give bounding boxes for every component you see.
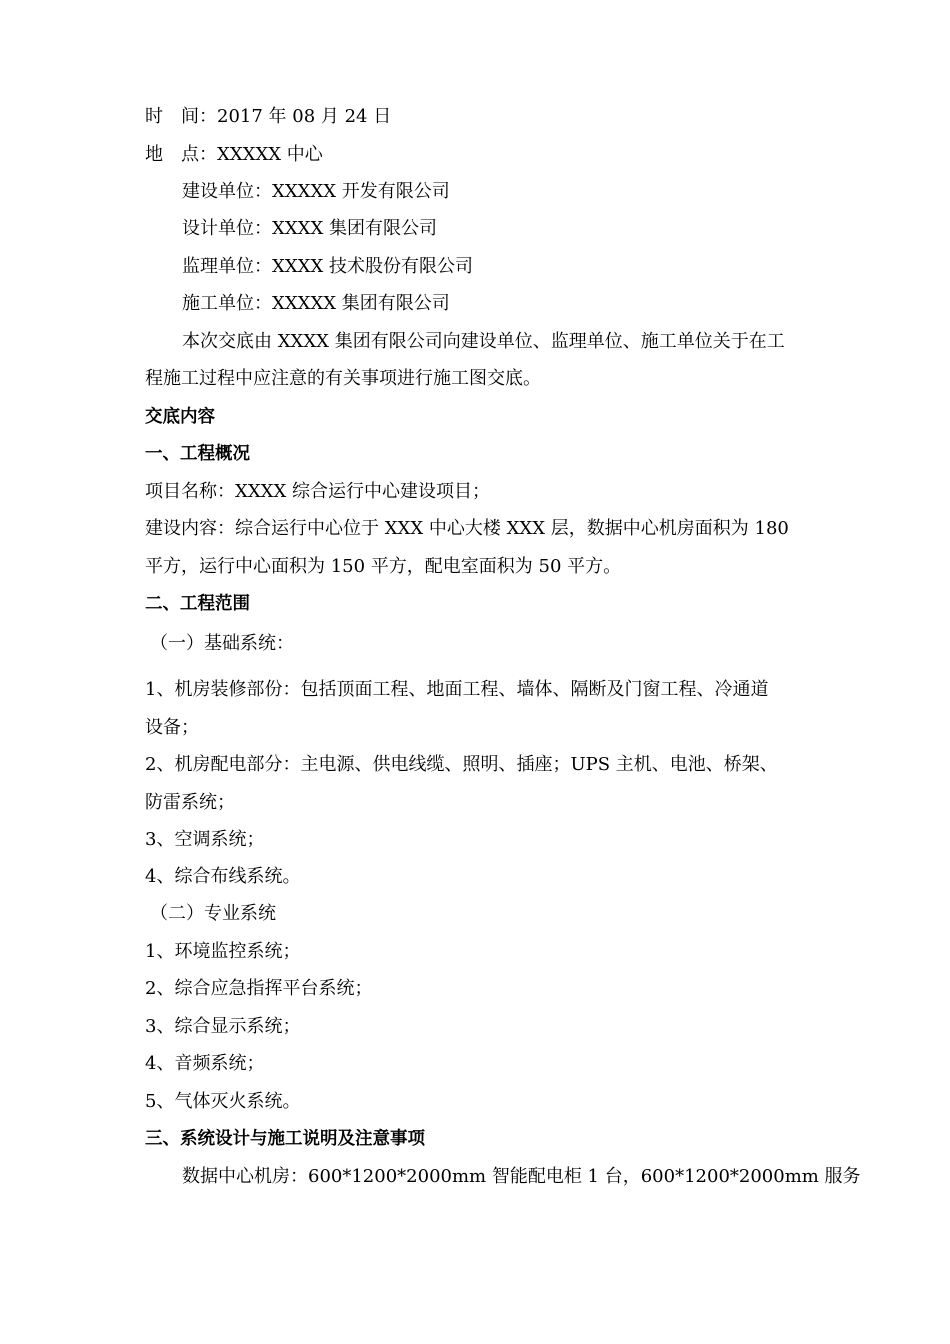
intro-paragraph-line-2: 程施工过程中应注意的有关事项进行施工图交底。 <box>145 368 541 389</box>
heading-scope: 二、工程范围 <box>145 594 250 614</box>
basic-systems-title: （一）基础系统： <box>150 633 294 654</box>
design-paragraph-line-1: 数据中心机房：600*1200*2000mm 智能配电柜 1 台，600*1200*2000mm 服务 <box>182 1166 861 1187</box>
construction-content-line-2: 平方，运行中心面积为 150 平方，配电室面积为 50 平方。 <box>145 556 622 577</box>
heading-content: 交底内容 <box>145 407 215 427</box>
special-systems-title: （二）专业系统 <box>150 903 276 924</box>
contractor-unit: 施工单位：XXXXX 集团有限公司 <box>182 293 450 314</box>
supervision-unit: 监理单位：XXXX 技术股份有限公司 <box>182 256 473 277</box>
intro-paragraph-line-1: 本次交底由 XXXX 集团有限公司向建设单位、监理单位、施工单位关于在工 <box>182 331 785 352</box>
heading-overview: 一、工程概况 <box>145 444 250 464</box>
list-item: 5、气体灭火系统。 <box>145 1091 301 1112</box>
list-item: 设备； <box>145 717 199 738</box>
list-item: 2、综合应急指挥平台系统； <box>145 978 373 999</box>
meeting-time: 时 间：2017 年 08 月 24 日 <box>145 106 392 127</box>
heading-design: 三、系统设计与施工说明及注意事项 <box>145 1129 425 1149</box>
design-unit: 设计单位：XXXX 集团有限公司 <box>182 218 437 239</box>
list-item: 防雷系统； <box>145 792 235 813</box>
list-item: 4、音频系统； <box>145 1053 265 1074</box>
construction-unit: 建设单位：XXXXX 开发有限公司 <box>182 181 450 202</box>
list-item: 1、环境监控系统； <box>145 941 301 962</box>
project-name: 项目名称：XXXX 综合运行中心建设项目； <box>145 481 490 502</box>
list-item: 2、机房配电部分：主电源、供电线缆、照明、插座；UPS 主机、电池、桥架、 <box>145 754 778 775</box>
construction-content-line-1: 建设内容：综合运行中心位于 XXX 中心大楼 XXX 层，数据中心机房面积为 180 <box>145 518 789 539</box>
list-item: 4、综合布线系统。 <box>145 866 301 887</box>
list-item: 3、综合显示系统； <box>145 1016 301 1037</box>
list-item: 1、机房装修部份：包括顶面工程、地面工程、墙体、隔断及门窗工程、冷通道 <box>145 679 769 700</box>
list-item: 3、空调系统； <box>145 829 265 850</box>
meeting-place: 地 点：XXXXX 中心 <box>145 144 323 165</box>
